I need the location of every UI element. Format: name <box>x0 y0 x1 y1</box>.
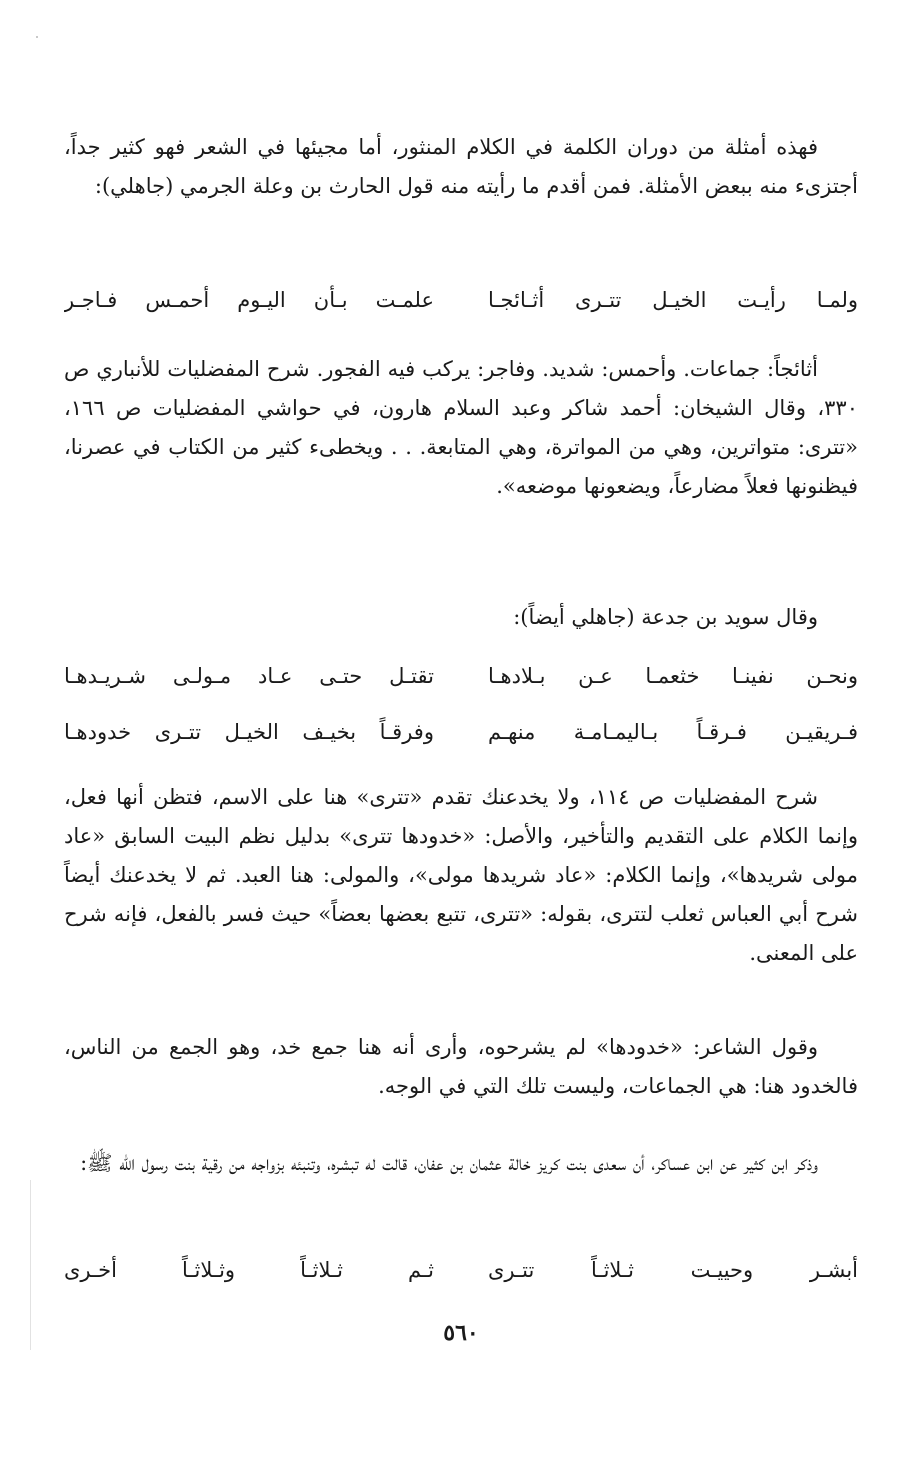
verse-second-hemistich: ثـم ثـلاثـاً وثـلاثـاً أخـرى <box>64 1258 434 1282</box>
verse-suwaid-2 <box>64 712 858 752</box>
paragraph-commentary-2: شرح المفضليات ص ١١٤، ولا يخدعنك تقدم «تترى» هنا على الاسم، فتظن أنها فعل، وإنما الكلام على التقديم والتأخير، والأصل: «خدودها تترى» بدليل نظم البيت السابق «عاد مولى شريدها»، وإنما الكلام: «عاد شريدها مولى»، والمولى: هنا العبد. ثم لا يخدعنك أيضاً شرح أبي العباس ثعلب لتترى، بقوله: «تترى، تتبع بعضها بعضاً» حيث فسر بالفعل، فإنه شرح على المعنى. <box>64 785 858 965</box>
verse-suda <box>64 1250 858 1290</box>
verse-first-hemistich: ولمـا رأيـت الخيـل تتـرى أثـائجـا <box>488 288 858 312</box>
verse-first-hemistich: أبشـر وحييـت ثـلاثـاً تتـرى <box>488 1258 858 1282</box>
verse-first-hemistich: فـريقيـن فـرقـاً بـاليمـامـة منهـم <box>488 720 858 744</box>
scan-speck <box>36 36 38 38</box>
verse-second-hemistich: تقتـل حتـى عـاد مـولـى شـريـدهـا <box>64 664 434 688</box>
verse-harith <box>64 280 858 320</box>
verse-second-hemistich: علمـت بـأن اليـوم أحمـس فـاجـر <box>64 288 434 312</box>
page-number: ٥٦٠ <box>443 1320 479 1346</box>
verse-second-hemistich: وفرقـاً بخيـف الخيـل تتـرى خدودهـا <box>64 720 434 744</box>
paragraph-khudud: وقول الشاعر: «خدودها» لم يشرحوه، وأرى أنه هنا جمع خد، وهو الجمع من الناس، فالخدود هنا: هي الجماعات، وليست تلك التي في الوجه. <box>64 1035 858 1098</box>
paragraph-intro: فهذه أمثلة من دوران الكلمة في الكلام المنثور، أما مجيئها في الشعر فهو كثير جداً، أجتزىء منه ببعض الأمثلة. فمن أقدم ما رأيته منه قول الحارث بن وعلة الجرمي (جاهلي): <box>64 135 858 198</box>
verse-first-hemistich: ونحـن نفينـا خثعمـا عـن بـلادهـا <box>488 664 858 688</box>
paragraph-suwaid-intro: وقال سويد بن جدعة (جاهلي أيضاً): <box>513 605 818 629</box>
verse-suwaid-1 <box>64 656 858 696</box>
paragraph-ibn-kathir: وذكر ابن كثير عن ابن عساكر، أن سعدى بنت كريز خالة عثمان بن عفان، قالت له تبشره، وتنبئه بزواجه من رقية بنت رسول الله ﷺ: <box>80 1151 818 1175</box>
paragraph-commentary-1: أثائجاً: جماعات. وأحمس: شديد. وفاجر: يركب فيه الفجور. شرح المفضليات للأنباري ص ٣٣٠، وقال الشيخان: أحمد شاكر وعبد السلام هارون، في حواشي المفضليات ص ١٦٦، «تترى: متواترين، وهي من المواترة، وهي المتابعة. . . ويخطىء كثير من الكتاب في عصرنا، فيظنونها فعلاً مضارعاً، ويضعونها موضعه». <box>64 357 858 498</box>
